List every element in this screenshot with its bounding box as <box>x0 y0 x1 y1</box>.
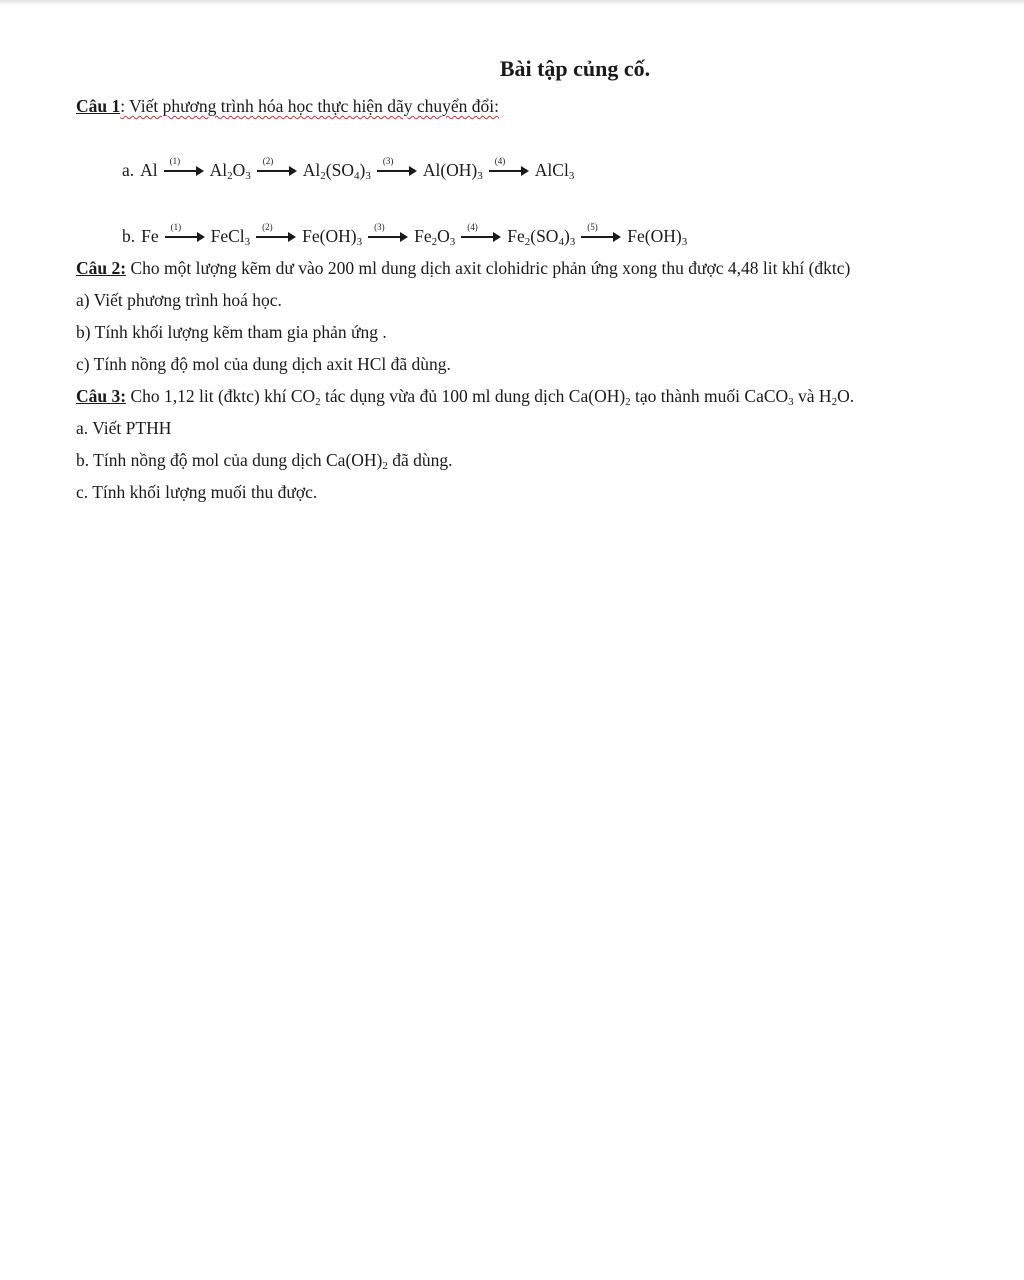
q3-part-b-text-2: đã dùng. <box>387 450 453 470</box>
q3-label: Câu 3: <box>76 386 127 406</box>
page-title: Bài tập củng cố. <box>499 56 651 81</box>
chain-b-species-1: Fe <box>141 226 159 246</box>
chain-b-species-3: $Fe(OH)_3$ <box>302 226 363 248</box>
arrow-icon: (4) <box>489 162 529 176</box>
q3-part-a: a. Viết PTHH <box>76 418 172 438</box>
chain-a-species-4: $Al(OH)_3$ <box>422 160 483 182</box>
q3-part-b-text-1: b. Tính nồng độ mol của dung dịch Ca(OH) <box>76 450 383 470</box>
arrow-icon: (1) <box>165 228 205 242</box>
arrow-icon: (3) <box>368 228 408 242</box>
chain-a-species-1: Al <box>140 160 158 180</box>
q1-line <box>76 96 499 117</box>
arrow-icon: (5) <box>581 228 621 242</box>
chain-b-species-5: $Fe_2(SO_4)_3$ <box>507 226 576 248</box>
q1-text: : Viết phương trình hóa học thực hiện dãy chuyển đổi: <box>120 96 499 116</box>
arrow-icon: (2) <box>257 162 297 176</box>
chain-a-species-2: $Al_2O_3$ <box>209 160 251 182</box>
q2-part-a: a) Viết phương trình hoá học. <box>76 290 282 310</box>
q3-text-4: và H <box>793 386 832 406</box>
arrow-icon: (1) <box>164 162 204 176</box>
q1-label: Câu 1 <box>76 96 121 116</box>
q3-text-1: Cho 1,12 lit (đktc) khí CO <box>126 386 316 406</box>
chain-b-species-4: $Fe_2O_3$ <box>414 226 456 248</box>
q2-text: Cho một lượng kẽm dư vào 200 ml dung dịch axit clohidric phản ứng xong thu được 4,48 lit khí (đktc) <box>126 258 851 278</box>
q3-line: Câu 3: Cho 1,12 lit (đktc) khí $CO_2$ tác dụng vừa đủ 100 ml dung dịch $Ca(OH)_2$ tạo thành muối CaCO$_3$ và $H_2O$. <box>76 386 855 408</box>
q3-part-b: b. Tính nồng độ mol của dung dịch $Ca(OH)_2$ đã dùng. <box>76 450 453 472</box>
q2-part-c: c) Tính nồng độ mol của dung dịch axit HCl đã dùng. <box>76 354 451 374</box>
chain-a-species-3: $Al_2(SO_4)_3$ <box>302 160 371 182</box>
q3-text-2: tác dụng vừa đủ 100 ml dung dịch Ca(OH) <box>320 386 626 406</box>
q2-line <box>76 258 850 279</box>
chain-b <box>122 222 688 248</box>
chain-b-species-6: $Fe(OH)_3$ <box>627 226 688 248</box>
q3-text-3: tạo thành muối CaCO <box>630 386 789 406</box>
arrow-icon: (3) <box>377 162 417 176</box>
q2-part-b: b) Tính khối lượng kẽm tham gia phản ứng . <box>76 322 387 342</box>
q3-text-5: O. <box>837 386 855 406</box>
chain-a <box>122 156 575 182</box>
chain-a-label: a. <box>122 160 135 180</box>
arrow-icon: (2) <box>256 228 296 242</box>
chain-a-species-5: AlCl$_3$ <box>534 160 575 182</box>
q3-part-c: c. Tính khối lượng muối thu được. <box>76 482 318 502</box>
chain-b-species-2: FeCl$_3$ <box>210 226 251 248</box>
chain-b-label: b. <box>122 226 136 246</box>
arrow-icon: (4) <box>461 228 501 242</box>
q2-label: Câu 2: <box>76 258 127 278</box>
